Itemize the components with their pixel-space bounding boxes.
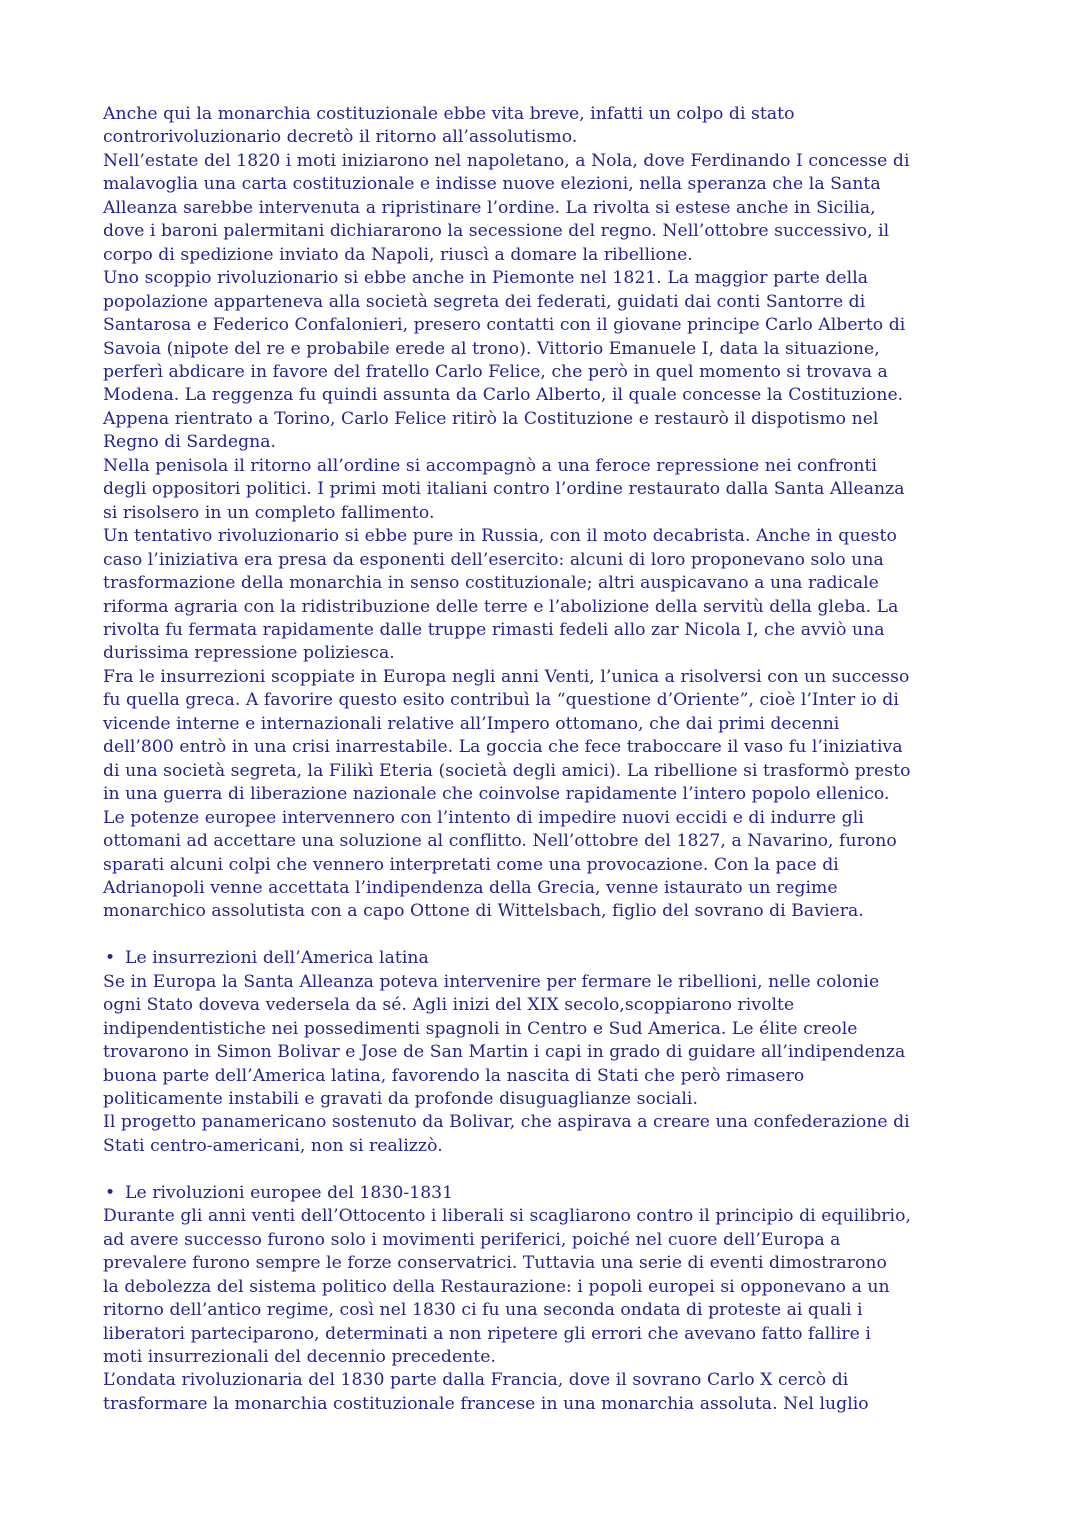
text-line: politicamente instabili e gravati da profonde disuguaglianze sociali. [103, 1089, 698, 1110]
paragraph [103, 455, 1003, 525]
text-line: Uno scoppio rivoluzionario si ebbe anche in Piemonte nel 1821. La maggior parte della [103, 268, 869, 289]
bullet-icon: • [105, 1182, 116, 1203]
text-line: ritorno dell’antico regime, così nel 1830 ci fu una seconda ondata di proteste ai quali i [103, 1300, 863, 1321]
text-line: monarchico assolutista con a capo Ottone di Wittelsbach, figlio del sovrano di Baviera. [103, 901, 864, 922]
text-line: caso l’iniziativa era presa da esponenti dell’esercito: alcuni di loro proponevano solo una [103, 549, 884, 570]
section-spacer [103, 1158, 1003, 1181]
text-line: Fra le insurrezioni scoppiate in Europa negli anni Venti, l’unica a risolversi con un successo [103, 666, 910, 687]
text-line: prevalere furono sempre le forze conservatrici. Tuttavia una serie di eventi dimostrarono [103, 1253, 887, 1274]
text-line: Il progetto panamericano sostenuto da Bolivar, che aspirava a creare una confederazione di [103, 1112, 910, 1133]
text-line: Modena. La reggenza fu quindi assunta da Carlo Alberto, il quale concesse la Costituzione. [103, 385, 904, 406]
text-line: Un tentativo rivoluzionario si ebbe pure in Russia, con il moto decabrista. Anche in questo [103, 526, 897, 547]
paragraph [103, 103, 1003, 150]
text-line: controrivoluzionario decretò il ritorno all’assolutismo. [103, 127, 578, 148]
section-european-revolutions [103, 1182, 1003, 1417]
text-line: ogni Stato doveva vedersela da sé. Agli inizi del XIX secolo,scoppiarono rivolte [103, 995, 795, 1016]
text-line: indipendentistiche nei possedimenti spagnoli in Centro e Sud America. Le élite creole [103, 1018, 858, 1039]
text-line: riforma agraria con la ridistribuzione delle terre e l’abolizione della servitù della gleba. La [103, 596, 899, 617]
text-line: Durante gli anni venti dell’Ottocento i liberali si scagliarono contro il principio di equilibrio, [103, 1206, 912, 1227]
text-line: trasformazione della monarchia in senso costituzionale; altri auspicavano a una radicale [103, 573, 879, 594]
text-line: trasformare la monarchia costituzionale francese in una monarchia assoluta. Nel luglio [103, 1393, 869, 1414]
text-line: Alleanza sarebbe intervenuta a ripristinare l’ordine. La rivolta si estese anche in Sicilia, [103, 197, 876, 218]
text-line: popolazione apparteneva alla società segreta dei federati, guidati dai conti Santorre di [103, 291, 866, 312]
text-line: sparati alcuni colpi che vennero interpretati come una provocazione. Con la pace di [103, 854, 839, 875]
text-line: durissima repressione poliziesca. [103, 643, 395, 664]
text-line: Regno di Sardegna. [103, 432, 277, 453]
intro-paragraphs [103, 103, 1003, 924]
text-line: Appena rientrato a Torino, Carlo Felice ritirò la Costituzione e restaurò il dispotismo nel [103, 408, 879, 429]
text-line: malavoglia una carta costituzionale e indisse nuove elezioni, nella speranza che la Santa [103, 174, 881, 195]
text-line: dove i baroni palermitani dichiararono la secessione del regno. Nell’ottobre successivo, il [103, 221, 890, 242]
text-line: ad avere successo furono solo i movimenti periferici, poiché nel cuore dell’Europa a [103, 1229, 841, 1250]
text-line: vicende interne e internazionali relative all’Impero ottomano, che dai primi decenni [103, 713, 840, 734]
text-line: la debolezza del sistema politico della Restaurazione: i popoli europei si opponevano a un [103, 1276, 890, 1297]
text-line: moti insurrezionali del decennio precedente. [103, 1346, 496, 1367]
text-line: ottomani ad accettare una soluzione al conflitto. Nell’ottobre del 1827, a Navarino, furono [103, 831, 897, 852]
section-heading [103, 947, 1003, 970]
section-heading-text: Le insurrezioni dell’America latina [125, 948, 429, 969]
text-line: fu quella greca. A favorire questo esito contribuì la “questione d’Oriente”, cioè l’Inter io di [103, 690, 899, 711]
text-line: Santarosa e Federico Confalonieri, presero contatti con il giovane principe Carlo Alberto di [103, 315, 906, 336]
text-line: dell’800 entrò in una crisi inarrestabile. La goccia che fece traboccare il vaso fu l’iniziativa [103, 737, 903, 758]
document-page [103, 103, 1003, 1416]
paragraph [103, 666, 1003, 924]
text-line: degli oppositori politici. I primi moti italiani contro l’ordine restaurato dalla Santa Alleanza [103, 479, 905, 500]
paragraph [103, 150, 1003, 267]
text-line: di una società segreta, la Filikì Eteria (società degli amici). La ribellione si trasformò presto [103, 760, 911, 781]
bullet-icon: • [105, 948, 116, 969]
section-latin-america [103, 947, 1003, 1158]
text-line: L’ondata rivoluzionaria del 1830 parte dalla Francia, dove il sovrano Carlo X cercò di [103, 1370, 849, 1391]
paragraph [103, 1111, 1003, 1158]
text-line: Adrianopoli venne accettata l’indipendenza della Grecia, venne istaurato un regime [103, 877, 838, 898]
text-line: Anche qui la monarchia costituzionale ebbe vita breve, infatti un colpo di stato [103, 104, 795, 124]
section-heading [103, 1182, 1003, 1205]
text-line: liberatori parteciparono, determinati a non ripetere gli errori che avevano fatto fallire i [103, 1323, 871, 1344]
paragraph [103, 1205, 1003, 1369]
paragraph [103, 525, 1003, 666]
paragraph [103, 267, 1003, 455]
text-line: Se in Europa la Santa Alleanza poteva intervenire per fermare le ribellioni, nelle colonie [103, 971, 880, 992]
section-spacer [103, 924, 1003, 947]
text-line: buona parte dell’America latina, favorendo la nascita di Stati che però rimasero [103, 1065, 805, 1086]
text-line: perferì abdicare in favore del fratello Carlo Felice, che però in quel momento si trovava a [103, 361, 888, 382]
text-line: in una guerra di liberazione nazionale che coinvolse rapidamente l’intero popolo ellenico. [103, 784, 890, 805]
text-line: Stati centro-americani, non si realizzò. [103, 1135, 443, 1156]
paragraph [103, 971, 1003, 1112]
section-heading-text: Le rivoluzioni europee del 1830-1831 [125, 1182, 454, 1203]
text-line: Savoia (nipote del re e probabile erede al trono). Vittorio Emanuele I, data la situazione, [103, 338, 880, 359]
text-line: Le potenze europee intervennero con l’intento di impedire nuovi eccidi e di indurre gli [103, 807, 864, 828]
text-line: rivolta fu fermata rapidamente dalle truppe rimasti fedeli allo zar Nicola I, che avviò una [103, 619, 885, 640]
paragraph [103, 1369, 1003, 1416]
text-line: trovarono in Simon Bolivar e Jose de San Martin i capi in grado di guidare all’indipendenza [103, 1042, 906, 1063]
text-line: corpo di spedizione inviato da Napoli, riuscì a domare la ribellione. [103, 244, 693, 265]
text-line: Nella penisola il ritorno all’ordine si accompagnò a una feroce repressione nei confronti [103, 455, 878, 476]
text-line: si risolsero in un completo fallimento. [103, 502, 435, 523]
text-line: Nell’estate del 1820 i moti iniziarono nel napoletano, a Nola, dove Ferdinando I concesse di [103, 150, 910, 171]
